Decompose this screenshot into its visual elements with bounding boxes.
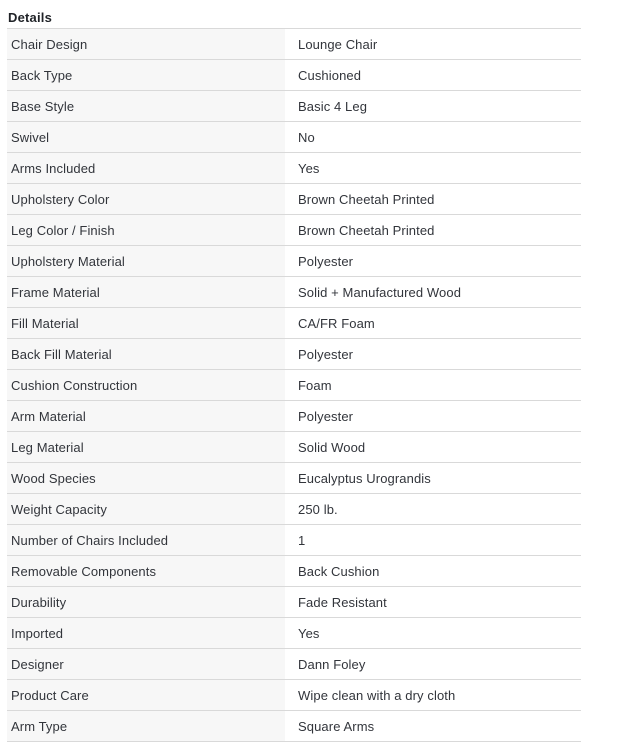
spec-label-cell: Weight Capacity [7,494,285,524]
spec-value-cell: CA/FR Foam [285,308,581,338]
spec-table [7,28,581,742]
spec-label-cell: Back Fill Material [7,339,285,369]
spec-value-cell: Dann Foley [285,649,581,679]
spec-value-cell: Square Arms [285,711,581,741]
spec-value-cell: Brown Cheetah Printed [285,184,581,214]
table-row [7,60,581,91]
table-row [7,463,581,494]
spec-label-cell: Durability [7,587,285,617]
table-row [7,184,581,215]
spec-label-cell: Wood Species [7,463,285,493]
spec-label-cell: Arm Type [7,711,285,741]
spec-value-cell: 1 [285,525,581,555]
table-row [7,556,581,587]
spec-value-cell: Brown Cheetah Printed [285,215,581,245]
table-row [7,122,581,153]
spec-value-cell: Solid Wood [285,432,581,462]
spec-label-cell: Fill Material [7,308,285,338]
spec-value-cell: Basic 4 Leg [285,91,581,121]
table-row [7,711,581,742]
spec-label-cell: Designer [7,649,285,679]
spec-label-cell: Number of Chairs Included [7,525,285,555]
spec-value-cell: Back Cushion [285,556,581,586]
spec-value-cell: Fade Resistant [285,587,581,617]
table-row [7,308,581,339]
spec-value-cell: 250 lb. [285,494,581,524]
section-title: Details [8,10,53,25]
spec-label-cell: Swivel [7,122,285,152]
spec-value-cell: Foam [285,370,581,400]
table-row [7,91,581,122]
spec-value-cell: Polyester [285,339,581,369]
table-row [7,29,581,60]
spec-label-cell: Upholstery Color [7,184,285,214]
table-row [7,153,581,184]
table-row [7,494,581,525]
spec-label-cell: Imported [7,618,285,648]
spec-label-cell: Back Type [7,60,285,90]
spec-label-cell: Cushion Construction [7,370,285,400]
table-row [7,432,581,463]
spec-value-cell: Solid + Manufactured Wood [285,277,581,307]
spec-value-cell: Polyester [285,401,581,431]
spec-label-cell: Leg Material [7,432,285,462]
spec-value-cell: Wipe clean with a dry cloth [285,680,581,710]
spec-label-cell: Product Care [7,680,285,710]
spec-value-cell: Lounge Chair [285,29,581,59]
spec-value-cell: Yes [285,153,581,183]
table-row [7,215,581,246]
table-row [7,649,581,680]
table-row [7,401,581,432]
table-row [7,370,581,401]
spec-label-cell: Base Style [7,91,285,121]
spec-label-cell: Removable Components [7,556,285,586]
spec-label-cell: Arms Included [7,153,285,183]
table-row [7,587,581,618]
spec-label-cell: Arm Material [7,401,285,431]
spec-value-cell: Polyester [285,246,581,276]
table-row [7,525,581,556]
spec-value-cell: Yes [285,618,581,648]
spec-label-cell: Chair Design [7,29,285,59]
table-row [7,246,581,277]
table-row [7,618,581,649]
table-row [7,277,581,308]
spec-value-cell: Eucalyptus Urograndis [285,463,581,493]
spec-label-cell: Leg Color / Finish [7,215,285,245]
table-row [7,680,581,711]
details-section [7,0,581,742]
spec-label-cell: Frame Material [7,277,285,307]
spec-value-cell: No [285,122,581,152]
spec-label-cell: Upholstery Material [7,246,285,276]
table-row [7,339,581,370]
spec-value-cell: Cushioned [285,60,581,90]
